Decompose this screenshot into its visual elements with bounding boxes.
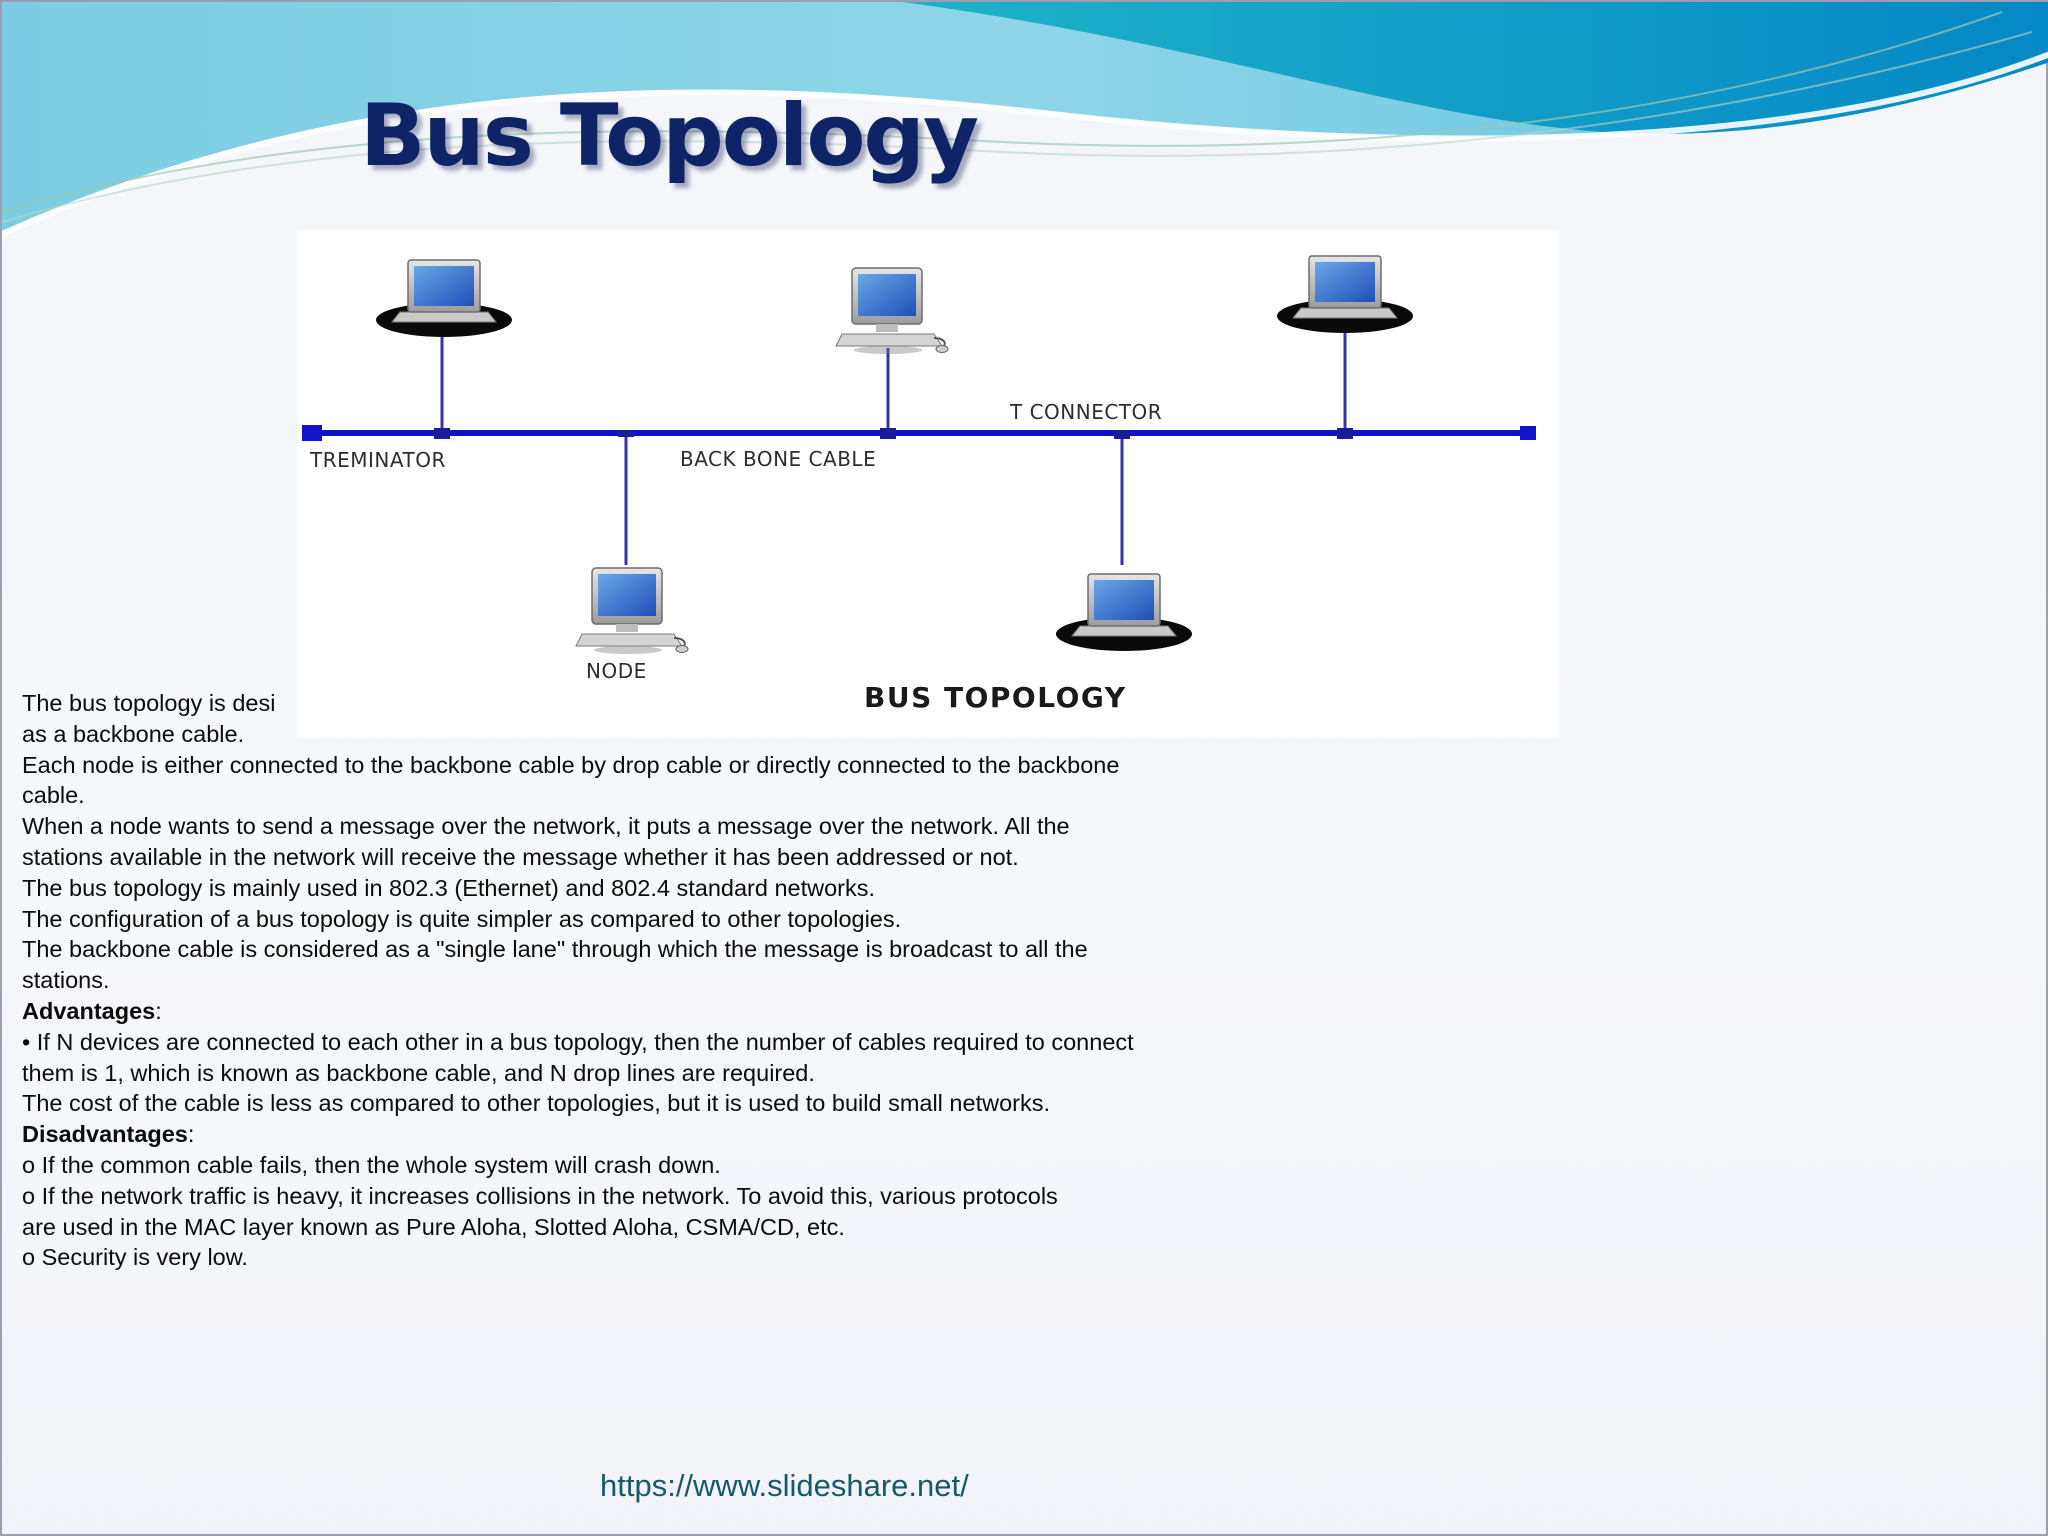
- body-line: When a node wants to send a message over the network, it puts a message over the network. All the: [22, 813, 1070, 840]
- body-line: stations.: [22, 967, 110, 994]
- disadvantages-heading: Disadvantages: [22, 1121, 188, 1148]
- terminator-label: TREMINATOR: [310, 448, 446, 472]
- disadvantage-line: o If the network traffic is heavy, it increases collisions in the network. To avoid this, various protocols: [22, 1182, 1058, 1209]
- t-connector: [880, 428, 896, 439]
- advantages-heading-line: [22, 996, 1282, 1027]
- disadvantage-line: o Security is very low.: [22, 1244, 248, 1271]
- disadvantages-colon: :: [187, 1121, 195, 1148]
- backbone-label: BACK BONE CABLE: [680, 447, 877, 471]
- header-wave-decoration: [2, 2, 2048, 242]
- advantage-line: • If N devices are connected to each other in a bus topology, then the number of cables required to connect: [22, 1028, 1134, 1055]
- slide-title: Bus Topology: [360, 86, 978, 186]
- slide: [2, 2, 2046, 1534]
- diagram-caption: BUS TOPOLOGY: [864, 681, 1127, 714]
- advantage-line: them is 1, which is known as backbone cable, and N drop lines are required.: [22, 1059, 815, 1086]
- body-line: The bus topology is desi: [22, 690, 276, 716]
- source-link[interactable]: https://www.slideshare.net/: [600, 1468, 969, 1503]
- advantages-heading: Advantages: [22, 997, 156, 1024]
- body-line: stations available in the network will receive the message whether it has been addressed or not.: [22, 843, 1019, 870]
- bus-topology-diagram: [298, 230, 1558, 738]
- body-line: The configuration of a bus topology is quite simpler as compared to other topologies.: [22, 905, 902, 932]
- terminator-left: [302, 425, 322, 441]
- body-line: The backbone cable is considered as a "single lane" through which the message is broadcast to all the: [22, 936, 1088, 963]
- advantage-line: The cost of the cable is less as compared to other topologies, but it is used to build small networks.: [22, 1090, 1050, 1117]
- disadvantages-heading-line: [22, 1119, 1282, 1150]
- t-connector: [1114, 430, 1130, 439]
- terminator-right: [1520, 426, 1536, 440]
- body-line: The bus topology is mainly used in 802.3 (Ethernet) and 802.4 standard networks.: [22, 874, 876, 901]
- body-line: cable.: [22, 782, 85, 809]
- t-connector: [618, 430, 634, 437]
- t-connector-label: T CONNECTOR: [1010, 400, 1163, 424]
- body-line: as a backbone cable.: [22, 720, 245, 747]
- advantages-colon: :: [155, 997, 162, 1024]
- disadvantage-line: o If the common cable fails, then the whole system will crash down.: [22, 1151, 721, 1178]
- body-text: [22, 688, 1282, 1273]
- t-connector: [1337, 428, 1353, 439]
- body-line: Each node is either connected to the backbone cable by drop cable or directly connected to the backbone: [22, 751, 1120, 778]
- t-connector: [434, 428, 450, 439]
- node-label: NODE: [586, 659, 647, 683]
- disadvantage-line: are used in the MAC layer known as Pure Aloha, Slotted Aloha, CSMA/CD, etc.: [22, 1213, 845, 1240]
